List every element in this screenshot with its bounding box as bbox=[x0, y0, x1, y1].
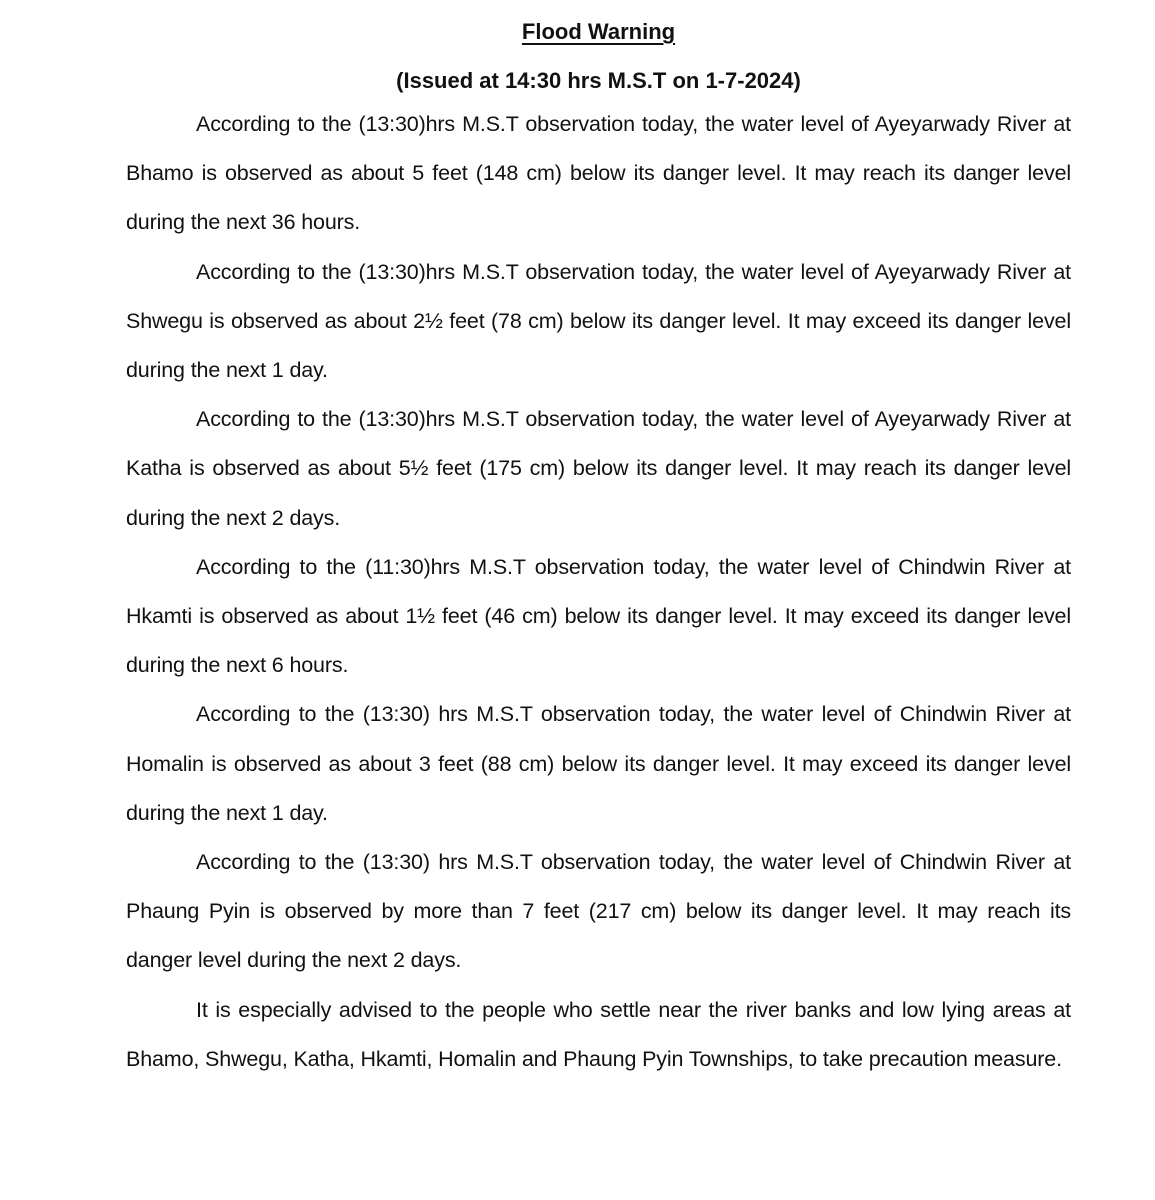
issued-time-subtitle: (Issued at 14:30 hrs M.S.T on 1-7-2024) bbox=[396, 68, 801, 93]
warning-paragraph-homalin: According to the (13:30) hrs M.S.T observation today, the water level of Chindwin River at Homalin is observed as about 3 feet (88 cm) below its danger level. It may exceed its danger level during the next 1 day. bbox=[126, 702, 1071, 825]
warning-paragraph-katha: According to the (13:30)hrs M.S.T observation today, the water level of Ayeyarwady River at Katha is observed as about 5½ feet (175 cm) below its danger level. It may reach its danger level during the next 2 days. bbox=[126, 407, 1071, 530]
warning-paragraph-bhamo: According to the (13:30)hrs M.S.T observation today, the water level of Ayeyarwady River at Bhamo is observed as about 5 feet (148 cm) below its danger level. It may reach its danger level during the next 36 hours. bbox=[126, 112, 1071, 235]
warning-paragraph-hkamti: According to the (11:30)hrs M.S.T observation today, the water level of Chindwin River at Hkamti is observed as about 1½ feet (46 cm) below its danger level. It may exceed its danger level during the next 6 hours. bbox=[126, 554, 1071, 678]
warning-paragraph-shwegu: According to the (13:30)hrs M.S.T observation today, the water level of Ayeyarwady River at Shwegu is observed as about 2½ feet (78 cm) below its danger level. It may exceed its danger level during the next 1 day. bbox=[126, 259, 1071, 383]
warning-paragraph-phaung-pyin: According to the (13:30) hrs M.S.T observation today, the water level of Chindwin River at Phaung Pyin is observed by more than 7 feet (217 cm) below its danger level. It may reach its danger level during the next 2 days. bbox=[126, 850, 1071, 973]
document-title: Flood Warning bbox=[521, 19, 676, 44]
flood-warning-document bbox=[126, 14, 1071, 1084]
precaution-advisory-paragraph: It is especially advised to the people who settle near the river banks and low lying areas at Bhamo, Shwegu, Katha, Hkamti, Homalin and Phaung Pyin Townships, to take precaution measure. bbox=[126, 997, 1071, 1071]
